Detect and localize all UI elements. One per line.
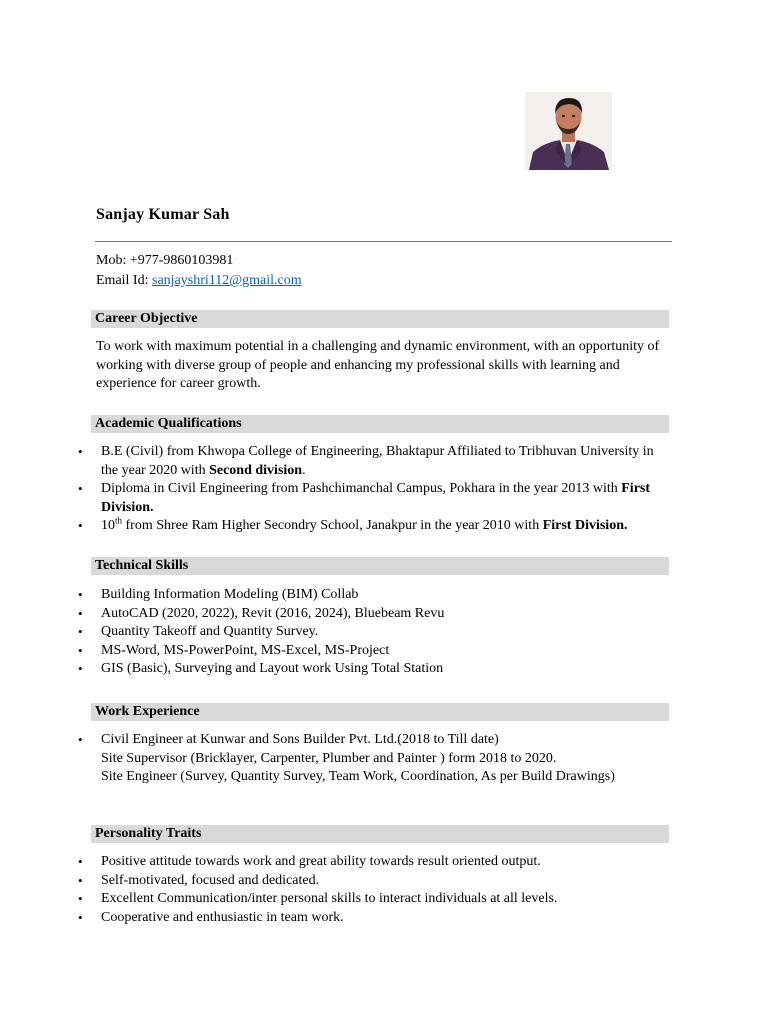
personality-traits-list <box>78 853 678 927</box>
work-line: Site Engineer (Survey, Quantity Survey, Team Work, Coordination, As per Build Drawings) <box>101 769 615 784</box>
trait-text: Cooperative and enthusiastic in team work. <box>101 909 344 925</box>
skill-text: MS-Word, MS-PowerPoint, MS-Excel, MS-Project <box>101 642 390 658</box>
bullet-icon: • <box>78 661 83 676</box>
list-item <box>78 872 678 891</box>
academic-grade: First Division. <box>542 518 628 533</box>
list-item <box>78 890 678 909</box>
bullet-icon: • <box>78 854 83 869</box>
skill-text: AutoCAD (2020, 2022), Revit (2016, 2024), Bluebeam Revu <box>101 605 445 621</box>
bullet-icon: • <box>78 891 83 906</box>
academic-text: from Shree Ram Higher Secondry School, Janakpur in the year 2010 with <box>122 518 543 533</box>
list-item <box>78 480 673 517</box>
ordinal-suffix: th <box>115 515 123 526</box>
academic-text-end: . <box>302 462 306 478</box>
list-item <box>78 443 673 480</box>
list-item <box>78 642 678 661</box>
technical-skills-list <box>78 586 678 679</box>
work-experience-list <box>78 731 678 787</box>
bullet-icon: • <box>78 444 83 459</box>
bullet-icon: • <box>78 481 83 496</box>
career-objective-text: To work with maximum potential in a challenging and dynamic environment, with an opportunity of working with diverse group of people and enhancing my professional skills with learning and experience for career growth. <box>96 339 660 392</box>
section-heading-work-experience: Work Experience <box>91 703 669 721</box>
academic-text: Diploma in Civil Engineering from Pashchimanchal Campus, Pokhara in the year 2013 with <box>101 481 622 496</box>
bullet-icon: • <box>78 642 83 658</box>
email-label: Email Id: <box>96 273 152 288</box>
academic-grade: First Division. <box>101 481 651 515</box>
academic-grade: Second division <box>209 462 303 478</box>
email-link[interactable]: sanjayshri112@gmail.com <box>152 273 302 288</box>
academic-text: B.E (Civil) from Khwopa College of Engineering, Bhaktapur Affiliated to Tribhuvan University in the year 2020 with <box>101 444 654 478</box>
section-heading-technical-skills: Technical Skills <box>91 557 669 575</box>
skill-text: Building Information Modeling (BIM) Collab <box>101 587 359 602</box>
skill-text: Quantity Takeoff and Quantity Survey. <box>101 624 319 639</box>
bullet-icon: • <box>78 605 83 621</box>
work-line: Site Supervisor (Bricklayer, Carpenter, Plumber and Painter ) form 2018 to 2020. <box>101 750 557 766</box>
trait-text: Self-motivated, focused and dedicated. <box>101 872 320 888</box>
bullet-icon: • <box>78 518 83 533</box>
skill-text: GIS (Basic), Surveying and Layout work Using Total Station <box>101 661 444 676</box>
bullet-icon: • <box>78 732 83 747</box>
bullet-icon: • <box>78 587 83 602</box>
list-item <box>78 623 678 642</box>
trait-text: Positive attitude towards work and great ability towards result oriented output. <box>101 854 541 869</box>
email-line <box>96 271 302 291</box>
section-heading-career-objective: Career Objective <box>91 310 669 328</box>
academic-text: 10 <box>101 518 115 533</box>
header-divider <box>95 241 672 242</box>
profile-photo <box>525 92 612 170</box>
list-item <box>78 731 678 787</box>
trait-text: Excellent Communication/inter personal skills to interact individuals at all levels. <box>101 891 558 906</box>
bullet-icon: • <box>78 909 83 925</box>
person-portrait-image <box>525 92 612 170</box>
list-item <box>78 517 673 536</box>
academic-list <box>78 443 673 536</box>
work-line: Civil Engineer at Kunwar and Sons Builder Pvt. Ltd.(2018 to Till date) <box>101 732 499 747</box>
candidate-name: Sanjay Kumar Sah <box>96 206 230 223</box>
mobile-number: +977-9860103981 <box>129 253 234 268</box>
contact-block <box>96 251 302 291</box>
section-heading-academic: Academic Qualifications <box>91 415 669 433</box>
list-item <box>78 605 678 624</box>
mobile-label: Mob: <box>96 253 130 268</box>
list-item <box>78 853 678 872</box>
mobile-line <box>96 251 302 271</box>
section-heading-personality-traits: Personality Traits <box>91 825 669 843</box>
list-item <box>78 586 678 605</box>
bullet-icon: • <box>78 624 83 639</box>
list-item <box>78 660 678 679</box>
bullet-icon: • <box>78 872 83 888</box>
list-item <box>78 909 678 928</box>
